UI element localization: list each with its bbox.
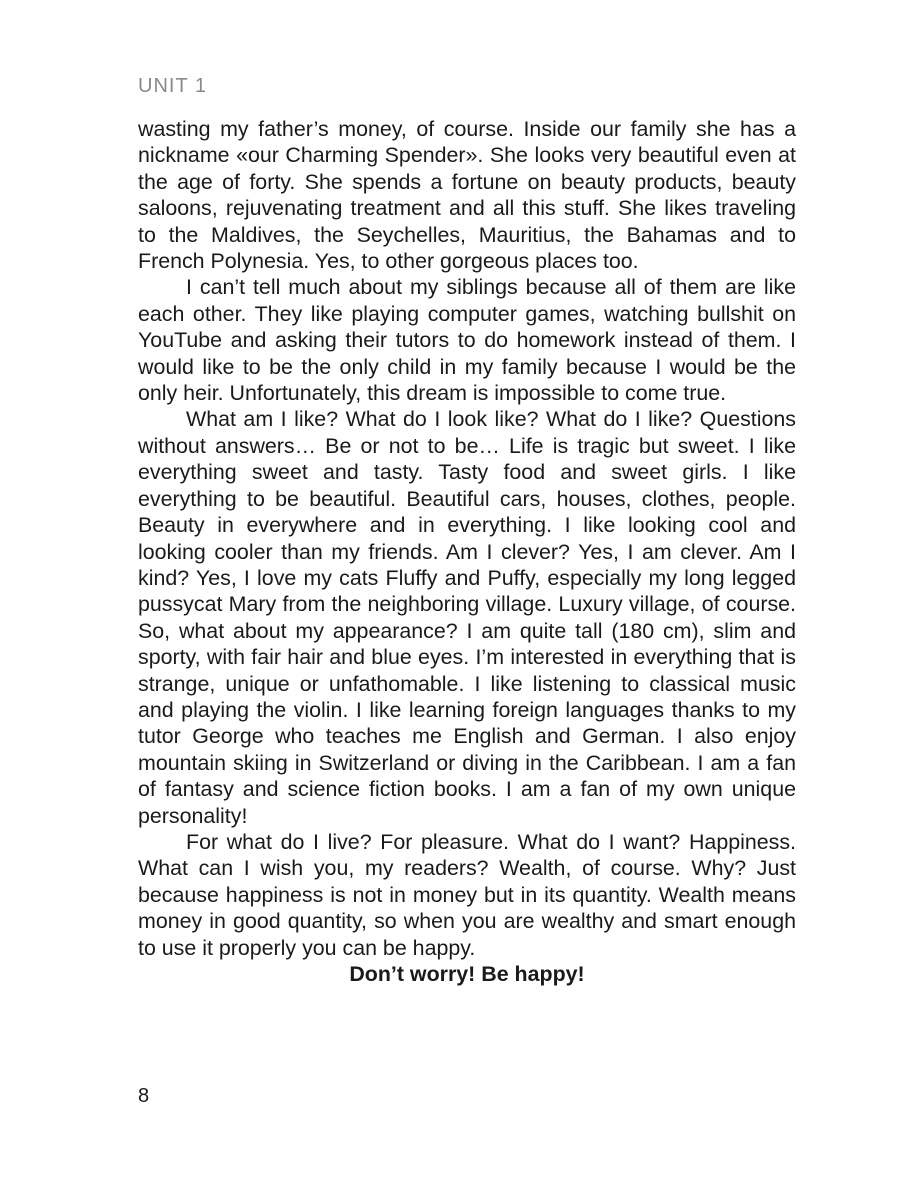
page-number: 8 — [138, 1085, 150, 1107]
closing-line: Don’t worry! Be happy! — [349, 962, 585, 986]
paragraph-continuation: wasting my father’s money, of course. Inside our family she has a nickname «our Charming Spender». She looks very beautiful even at the age of forty. She spends a fortune on beauty products, beauty saloons, rejuvenating treatment and all this stuff. She likes traveling to the Maldives, the Seychelles, Mauritius, the Bahamas and to French Polynesia. Yes, to other gorgeous places too. — [138, 117, 796, 274]
paragraph-self-description: What am I like? What do I look like? What do I like? Questions without answers… Be or not to be… Life is tragic but sweet. I like everything sweet and tasty. Tasty food and sweet girls. I like everything to be beautiful. Beautiful cars, houses, clothes, people. Beauty in everywhere and in everything. I like looking cool and looking cooler than my friends. Am I clever? Yes, I am clever. Am I kind? Yes, I love my cats Fluffy and Puffy, especially my long legged pussycat Mary from the neighboring village. Luxury village, of course. So, what about my appearance? I am quite tall (180 cm), slim and sporty, with fair hair and blue eyes. I’m interested in everything that is strange, unique or unfathomable. I like listening to classical music and playing the violin. I like learning foreign languages thanks to my tutor George who teaches me English and German. I also enjoy mountain skiing in Switzerland or diving in the Caribbean. I am a fan of fantasy and science fiction books. I am a fan of my own unique personality! — [138, 407, 796, 828]
body-text — [138, 116, 796, 987]
paragraph-siblings: I can’t tell much about my siblings because all of them are like each other. They like playing computer games, watching bullshit on YouTube and asking their tutors to do homework instead of them. I would like to be the only child in my family because I would be the only heir. Unfortunately, this dream is impossible to come true. — [138, 275, 796, 406]
paragraph-purpose: For what do I live? For pleasure. What do I want? Happiness. What can I wish you, my readers? Wealth, of course. Why? Just because happiness is not in money but in its quantity. Wealth means money in good quantity, so when you are wealthy and smart enough to use it properly you can be happy. — [138, 829, 796, 960]
running-head: UNIT 1 — [138, 75, 207, 97]
